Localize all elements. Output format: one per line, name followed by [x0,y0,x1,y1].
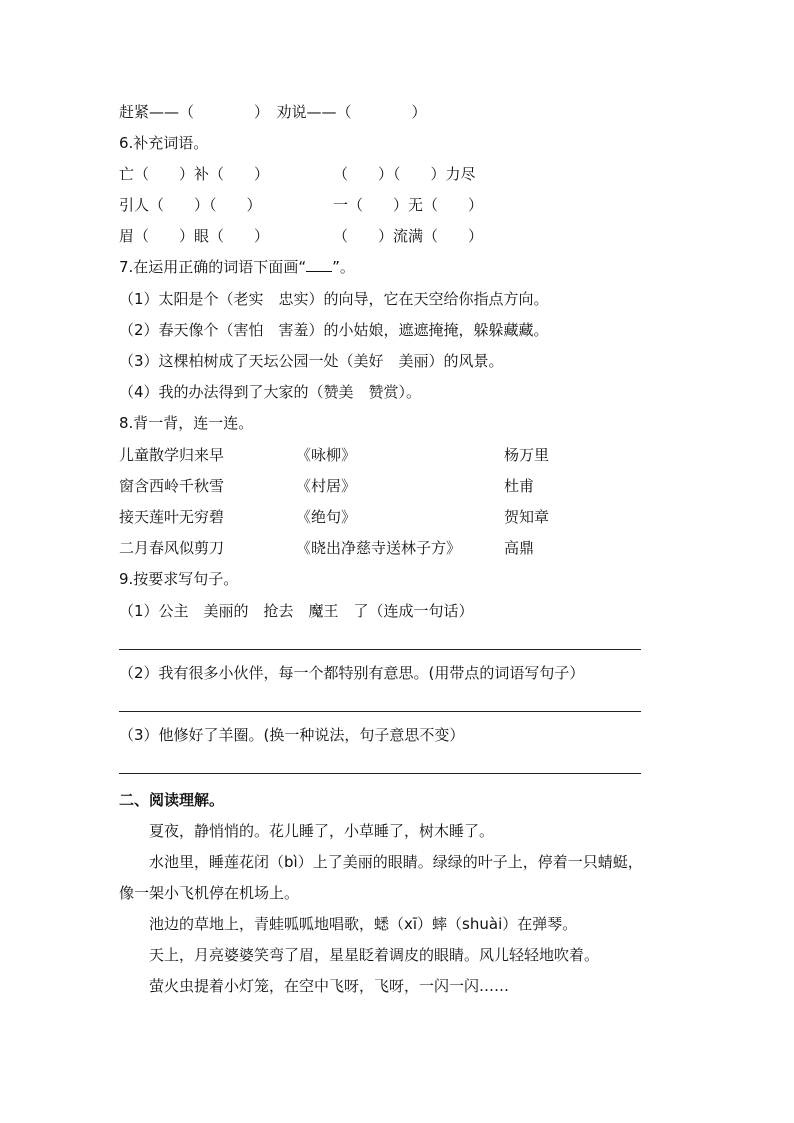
q8-poem-line-3: 接天莲叶无穷碧 [119,508,225,526]
answer-line-2[interactable] [119,711,641,712]
q9-item-3: （3）他修好了羊圈。(换一种说法，句子意思不变） [119,726,465,744]
q8-poet-2: 杜甫 [504,477,535,495]
q8-poem-line-4: 二月春风似剪刀 [119,539,225,557]
q8-poet-3: 贺知章 [504,508,550,526]
q9-title: 9.按要求写句子。 [119,570,239,588]
q7-title [119,257,355,277]
q7-title-pre: 7.在运用正确的词语下面画“ [119,258,307,276]
q8-poem-title-2: 《村居》 [296,477,357,495]
q8-poem-line-1: 儿童散学归来早 [119,446,225,464]
q6-title: 6.补充词语。 [119,134,209,152]
q6-row-1-left: 亡（ ）补（ ） [119,165,270,183]
q7-item-3: （3）这棵柏树成了天坛公园一处（美好 美丽）的风景。 [119,352,504,370]
reading-para-5: 萤火虫提着小灯笼，在空中飞呀，飞呀，一闪一闪…… [149,977,510,995]
reading-para-2: 水池里，睡莲花闭（bì）上了美丽的眼睛。绿绿的叶子上，停着一只蜻蜓， [149,853,643,871]
answer-line-1[interactable] [119,649,641,650]
q7-item-4: （4）我的办法得到了大家的（赞美 赞赏）。 [119,383,422,401]
synonym-line: 赶紧——（ ） 劝说——（ ） [119,103,427,121]
q7-title-post: ”。 [332,258,355,276]
q9-item-2: （2）我有很多小伙伴，每一个都特别有意思。(用带点的词语写句子） [119,664,585,682]
section2-title: 二、阅读理解。 [119,791,225,809]
q6-row-2-left: 引人（ ）（ ） [119,196,262,214]
q8-poet-4: 高鼎 [504,539,535,557]
underline-sample [306,257,332,272]
q8-title: 8.背一背，连一连。 [119,414,254,432]
answer-line-3[interactable] [119,773,641,774]
q8-poem-line-2: 窗含西岭千秋雪 [119,477,225,495]
reading-para-4: 天上，月亮婆婆笑弯了眉，星星眨着调皮的眼睛。风儿轻轻地吹着。 [149,946,600,964]
q6-row-3-right: （ ）流满（ ） [333,227,484,245]
q8-poem-title-3: 《绝句》 [296,508,357,526]
q6-row-1-right: （ ）（ ）力尽 [333,165,476,183]
q6-row-3-left: 眉（ ）眼（ ） [119,227,270,245]
q9-item-1: （1）公主 美丽的 抢去 魔王 了（连成一句话） [119,602,474,620]
reading-para-2-cont: 像一架小飞机停在机场上。 [119,884,300,902]
reading-para-3: 池边的草地上，青蛙呱呱地唱歌，蟋（xī）蟀（shuài）在弹琴。 [149,915,578,933]
q8-poet-1: 杨万里 [504,446,550,464]
q7-item-1: （1）太阳是个（老实 忠实）的向导，它在天空给你指点方向。 [119,290,549,308]
q8-poem-title-4: 《晓出净慈寺送林子方》 [296,539,462,557]
reading-para-1: 夏夜，静悄悄的。花儿睡了，小草睡了，树木睡了。 [149,822,495,840]
q6-row-2-right: 一（ ）无（ ） [333,196,484,214]
q7-item-2: （2）春天像个（害怕 害羞）的小姑娘，遮遮掩掩，躲躲藏藏。 [119,321,549,339]
q8-poem-title-1: 《咏柳》 [296,446,357,464]
